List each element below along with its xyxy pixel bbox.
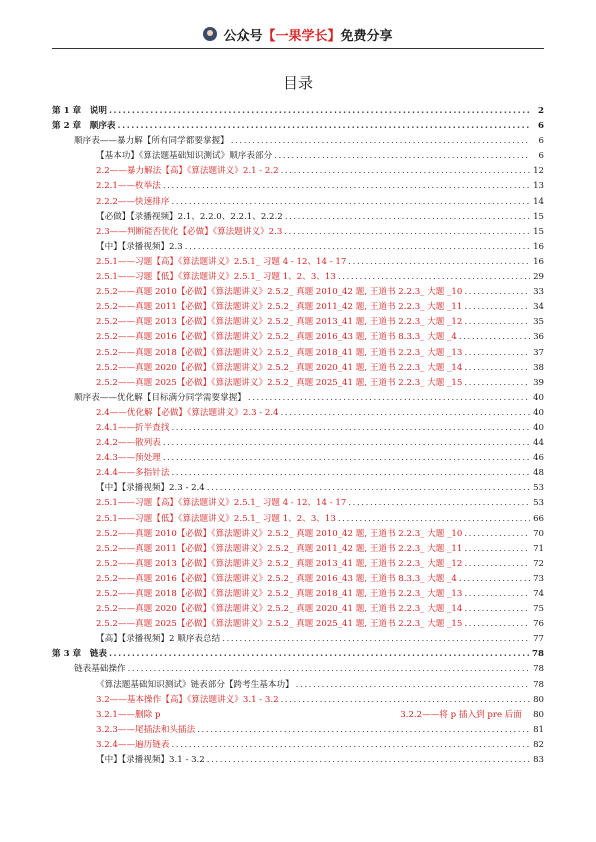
toc-leader-dots [338, 512, 530, 527]
toc-entry[interactable] [52, 285, 544, 300]
toc-page-number: 81 [533, 724, 544, 735]
toc-entry-title: 2.2.2——快速排序 [96, 196, 170, 207]
toc-entry[interactable] [52, 164, 544, 179]
toc-leader-dots [185, 240, 530, 255]
toc-entry[interactable] [52, 436, 544, 451]
toc-page-number: 13 [533, 181, 544, 192]
toc-entry[interactable] [52, 572, 544, 587]
toc-chapter-entry[interactable] [52, 647, 544, 662]
toc-entry-title: 2.5.2——真题 2011【必做】《算法题讲义》2.5.2_ 真题 2011_42 题, 王道书 2.2.3_ 大题 _11 [96, 302, 463, 313]
toc-leader-dots [348, 255, 530, 270]
toc-entry-title: 2.5.1——习题【高】《算法题讲义》2.5.1_ 习题 4 - 12、14 - 17 [96, 498, 347, 509]
header-divider [52, 48, 544, 49]
toc-entry-title: 2.4.4——多指针法 [96, 468, 170, 479]
toc-leader-dots [464, 361, 530, 376]
toc-entry[interactable] [52, 512, 544, 527]
toc-entry-title: 2.5.2——真题 2013【必做】《算法题讲义》2.5.2_ 真题 2013_41 题, 王道书 2.2.3_ 大题 _12 [96, 558, 463, 569]
toc-entry[interactable] [52, 300, 544, 315]
toc-entry[interactable] [52, 210, 544, 225]
toc-entry-title: 【中】【录播视频】2.3 [96, 241, 183, 252]
toc-page-number: 75 [533, 604, 544, 615]
toc-entry-title: 2.2——暴力解法【高】《算法题讲义》2.1 - 2.2 [96, 166, 279, 177]
toc-page-number: 83 [533, 755, 544, 766]
toc-leader-dots [464, 542, 530, 557]
toc-leader-dots [171, 195, 530, 210]
toc-leader-dots [231, 134, 530, 149]
toc-page-number: 16 [533, 256, 544, 267]
toc-entry-title: 2.5.2——真题 2018【必做】《算法题讲义》2.5.2_ 真题 2018_41 题, 王道书 2.2.3_ 大题 _13 [96, 347, 463, 358]
toc-page-number: 70 [533, 528, 544, 539]
toc-leader-dots [281, 406, 530, 421]
toc-entry[interactable] [52, 195, 544, 210]
toc-page-number: 44 [533, 438, 544, 449]
toc-chapter-entry[interactable] [52, 119, 544, 134]
header-brand: 【一果学长】 [262, 28, 341, 44]
toc-leader-dots [197, 723, 530, 738]
toc-page-number: 39 [533, 377, 544, 388]
toc-page-number: 80 [533, 709, 544, 720]
toc-entry-title: 2.4.2——散列表 [96, 438, 161, 449]
toc-entry[interactable] [52, 270, 544, 285]
toc-page-number: 29 [533, 272, 544, 283]
toc-entry[interactable] [52, 708, 544, 723]
toc-entry-title: 2.5.2——真题 2010【必做】《算法题讲义》2.5.2_ 真题 2010_42 题, 王道书 2.2.3_ 大题 _10 [96, 528, 463, 539]
toc-leader-dots [171, 738, 530, 753]
toc-entry-title: 2.5.2——真题 2016【必做】《算法题讲义》2.5.2_ 真题 2016_43 题, 王道书 8.3.3_ 大题 _4 [96, 573, 457, 584]
toc-leader-dots [281, 693, 530, 708]
toc-page-number: 77 [533, 634, 544, 645]
avatar-logo-icon [203, 27, 217, 41]
toc-entry-title: 2.2.1——枚举法 [96, 181, 161, 192]
toc-leader-dots [109, 104, 530, 119]
toc-leader-dots [207, 481, 530, 496]
toc-entry-title: 第 3 章 链表 [52, 649, 107, 660]
toc-leader-dots [285, 210, 530, 225]
toc-page-number: 2 [538, 106, 544, 116]
toc-leader-dots [464, 587, 530, 602]
toc-entry-title: 顺序表——优化解【目标满分同学需要掌握】 [74, 392, 246, 403]
toc-leader-dots [163, 451, 530, 466]
toc-entry-title: 【中】【录播视频】3.1 - 3.2 [96, 755, 205, 766]
toc-leader-dots [464, 346, 530, 361]
toc-entry-title: 2.4.3——预处理 [96, 453, 161, 464]
toc-page-number: 48 [533, 468, 544, 479]
toc-entry-title: 第 2 章 顺序表 [52, 121, 116, 132]
toc-leader-dots [222, 632, 530, 647]
toc-entry-title-secondary: 3.2.2——将 p 插入到 pre 后面 [400, 709, 522, 720]
toc-leader-dots [464, 527, 530, 542]
toc-page-number: 6 [538, 121, 544, 132]
toc-page-number: 16 [533, 241, 544, 252]
toc-leader-dots [118, 119, 530, 134]
toc-entry-title: 3.2.1——删除 p [96, 709, 161, 720]
toc-entry-title: 3.2.3——尾插法和头插法 [96, 724, 196, 735]
toc-page-number: 6 [538, 151, 544, 162]
toc-leader-dots [171, 466, 530, 481]
toc-entry[interactable] [52, 315, 544, 330]
toc-entry-title: 2.5.2——真题 2025【必做】《算法题讲义》2.5.2_ 真题 2025_41 题, 王道书 2.2.3_ 大题 _15 [96, 377, 463, 388]
toc-entry[interactable] [52, 391, 544, 406]
toc-entry-title: 2.4.1——折半查找 [96, 422, 170, 433]
toc-leader-dots [464, 376, 530, 391]
toc-leader-dots [464, 285, 530, 300]
toc-page-number: 40 [533, 392, 544, 403]
toc-entry-title: 2.5.2——真题 2025【必做】《算法题讲义》2.5.2_ 真题 2025_41 题, 王道书 2.2.3_ 大题 _15 [96, 619, 463, 630]
toc-page-number: 12 [533, 166, 544, 177]
toc-leader-dots [464, 617, 530, 632]
toc-entry-title: 2.5.2——真题 2011【必做】《算法题讲义》2.5.2_ 真题 2011_42 题, 王道书 2.2.3_ 大题 _11 [96, 543, 463, 554]
toc-entry-title: 2.5.1——习题【高】《算法题讲义》2.5.1_ 习题 4 - 12、14 - 17 [96, 256, 347, 267]
toc-entry-title: 【必做】【录播视频】2.1、2.2.0、2.2.1、2.2.2 [96, 211, 283, 222]
toc-entry[interactable] [52, 557, 544, 572]
toc-page-number: 40 [533, 407, 544, 418]
page-title: 目录 [282, 74, 313, 92]
toc-page-number: 37 [533, 347, 544, 358]
toc-entry[interactable] [52, 330, 544, 345]
toc-entry[interactable] [52, 632, 544, 647]
toc-chapter-entry[interactable] [52, 104, 544, 119]
toc-page-number: 35 [533, 317, 544, 328]
toc-page-number: 74 [533, 589, 544, 599]
toc-entry-title: 2.5.2——真题 2016【必做】《算法题讲义》2.5.2_ 真题 2016_43 题, 王道书 8.3.3_ 大题 _4 [96, 332, 457, 343]
toc-page-number: 71 [533, 543, 544, 554]
toc-page-number: 78 [532, 649, 544, 660]
toc-entry-title: 【基本功】《算法题基础知识测试》顺序表部分 [96, 151, 273, 162]
toc-leader-dots [459, 330, 530, 345]
toc-entry[interactable] [52, 451, 544, 466]
toc-entry-title: 2.5.2——真题 2018【必做】《算法题讲义》2.5.2_ 真题 2018_41 题, 王道书 2.2.3_ 大题 _13 [96, 589, 463, 599]
toc-leader-dots [459, 572, 530, 587]
toc-entry-title: 2.3——判断能否优化【必做】《算法题讲义》2.3 [96, 226, 283, 237]
toc-page-number: 73 [533, 573, 544, 584]
toc-entry[interactable] [52, 738, 544, 753]
toc-leader-dots [171, 421, 530, 436]
header-suffix: 免费分享 [340, 28, 393, 44]
toc-entry[interactable] [52, 693, 544, 708]
toc-leader-dots [464, 602, 530, 617]
toc-page-number: 6 [538, 136, 544, 147]
toc-entry-title: 3.2.4——遍历链表 [96, 739, 170, 750]
page-header [0, 22, 596, 46]
toc-page-number: 40 [533, 422, 544, 433]
toc-page-number: 46 [533, 453, 544, 464]
toc-leader-dots [464, 300, 530, 315]
toc-leader-dots [296, 678, 530, 693]
toc-page-number: 14 [533, 196, 544, 207]
toc-leader-dots [284, 225, 530, 240]
toc-entry[interactable] [52, 496, 544, 511]
toc-entry[interactable] [52, 466, 544, 481]
toc-leader-dots [274, 149, 530, 164]
toc-entry[interactable] [52, 421, 544, 436]
toc-leader-dots [248, 391, 530, 406]
toc-leader-dots [163, 179, 530, 194]
toc-entry[interactable] [52, 255, 544, 270]
toc-entry[interactable] [52, 678, 544, 693]
toc-entry[interactable] [52, 753, 544, 768]
toc-leader-dots [281, 164, 530, 179]
toc-entry[interactable] [52, 346, 544, 361]
toc-entry-title: 2.5.2——真题 2020【必做】《算法题讲义》2.5.2_ 真题 2020_41 题, 王道书 2.2.3_ 大题 _14 [96, 362, 463, 373]
toc-entry-title: 【高】【录播视频】2 顺序表总结 [96, 634, 221, 645]
toc-entry-title: 3.2——基本操作【高】《算法题讲义》3.1 - 3.2 [96, 694, 279, 705]
toc-entry-title: 2.5.2——真题 2010【必做】《算法题讲义》2.5.2_ 真题 2010_42 题, 王道书 2.2.3_ 大题 _10 [96, 287, 463, 298]
toc-entry[interactable] [52, 406, 544, 421]
toc-entry[interactable] [52, 225, 544, 240]
toc-entry-title: 链表基础操作 [74, 664, 126, 675]
header-prefix: 公众号 [223, 28, 263, 44]
toc-leader-dots [464, 557, 530, 572]
toc-page-number: 53 [533, 483, 544, 494]
toc-entry[interactable] [52, 662, 544, 677]
toc-page-number: 15 [533, 226, 544, 237]
toc-page-number: 78 [533, 679, 544, 690]
toc-entry[interactable] [52, 617, 544, 632]
toc-entry[interactable] [52, 376, 544, 391]
toc-entry[interactable] [52, 527, 544, 542]
toc-page-number: 36 [533, 332, 544, 343]
table-of-contents [52, 104, 544, 768]
toc-page-number: 15 [533, 211, 544, 222]
toc-entry[interactable] [52, 602, 544, 617]
toc-leader-dots [163, 436, 530, 451]
toc-entry[interactable] [52, 179, 544, 194]
toc-entry[interactable] [52, 240, 544, 255]
toc-leader-dots [207, 753, 530, 768]
toc-entry[interactable] [52, 723, 544, 738]
toc-page-number: 66 [533, 513, 544, 524]
toc-entry[interactable] [52, 542, 544, 557]
toc-page-number: 72 [533, 558, 544, 569]
toc-page-number: 34 [533, 302, 544, 313]
toc-page-number: 78 [533, 664, 544, 675]
toc-entry[interactable] [52, 587, 544, 602]
toc-leader-dots [348, 496, 530, 511]
toc-entry[interactable] [52, 361, 544, 376]
toc-entry-title: 《算法题基础知识测试》链表部分【跨考生基本功】 [96, 679, 294, 690]
toc-page-number: 53 [533, 498, 544, 509]
toc-leader-dots [464, 315, 530, 330]
toc-page-number: 33 [533, 287, 544, 298]
toc-entry-title: 第 1 章 说明 [52, 106, 107, 116]
toc-page-number: 38 [533, 362, 544, 373]
toc-entry-title: 2.5.2——真题 2013【必做】《算法题讲义》2.5.2_ 真题 2013_41 题, 王道书 2.2.3_ 大题 _12 [96, 317, 463, 328]
toc-page-number: 82 [533, 739, 544, 750]
toc-entry[interactable] [52, 481, 544, 496]
toc-page-number: 80 [533, 694, 544, 705]
toc-entry-title: 顺序表——暴力解【所有同学都要掌握】 [74, 136, 229, 147]
toc-leader-dots [109, 647, 530, 662]
toc-leader-dots [128, 662, 530, 677]
toc-entry[interactable] [52, 134, 544, 149]
toc-entry-title: 2.4——优化解【必做】《算法题讲义》2.3 - 2.4 [96, 407, 279, 418]
toc-entry-title: 2.5.1——习题【低】《算法题讲义》2.5.1_ 习题 1、2、3、13 [96, 272, 336, 283]
toc-leader-dots [338, 270, 530, 285]
toc-entry-title: 【中】【录播视频】2.3 - 2.4 [96, 483, 205, 494]
toc-page-number: 76 [533, 619, 544, 630]
toc-entry-title: 2.5.2——真题 2020【必做】《算法题讲义》2.5.2_ 真题 2020_41 题, 王道书 2.2.3_ 大题 _14 [96, 604, 463, 615]
toc-entry-title: 2.5.1——习题【低】《算法题讲义》2.5.1_ 习题 1、2、3、13 [96, 513, 336, 524]
toc-entry[interactable] [52, 149, 544, 164]
